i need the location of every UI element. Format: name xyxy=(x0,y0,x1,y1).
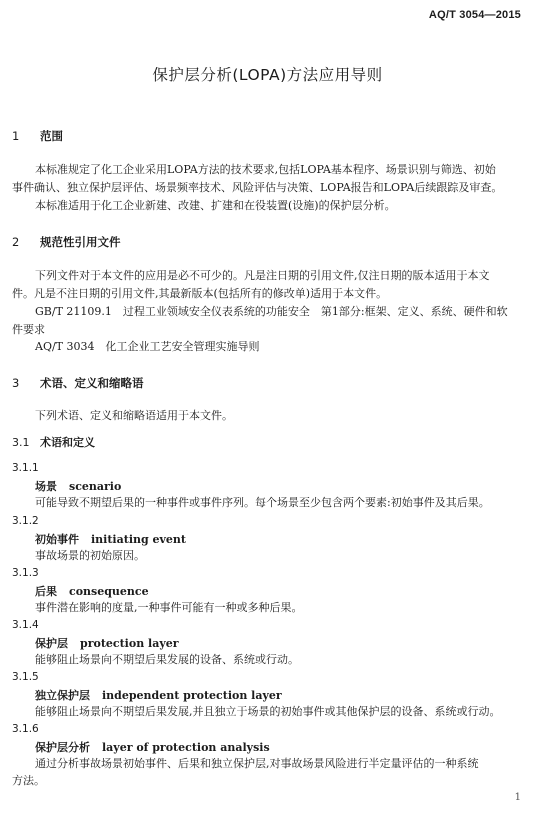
page-number: 1 xyxy=(514,792,521,803)
section-2-para-1-line-1: 下列文件对于本文件的应用是必不可少的。凡是注日期的引用文件,仅注日期的版本适用于本文 xyxy=(35,269,490,282)
reference-1-line-1: GB/T 21109.1 过程工业领域安全仪表系统的功能安全 第1部分:框架、定义、系统、硬件和软 xyxy=(35,305,508,318)
term-number: 3.1.6 xyxy=(12,723,39,735)
term-definition-line-2: 方法。 xyxy=(12,774,45,787)
term-definition: 能够阻止场景向不期望后果发展,并且独立于场景的初始事件或其他保护层的设备、系统或行动。 xyxy=(35,705,501,718)
document-title: 保护层分析(LOPA)方法应用导则 xyxy=(152,66,383,84)
term-heading xyxy=(35,478,121,494)
term-zh: 保护层 xyxy=(35,637,68,650)
term-heading xyxy=(35,583,149,599)
term-heading xyxy=(35,635,179,651)
term-definition-line-1: 通过分析事故场景初始事件、后果和独立保护层,对事故场景风险进行半定量评估的一种系统 xyxy=(35,757,479,770)
term-zh: 场景 xyxy=(35,480,57,493)
term-zh: 保护层分析 xyxy=(35,741,90,754)
term-zh: 后果 xyxy=(35,585,57,598)
term-definition: 事件潜在影响的度量,一种事件可能有一种或多种后果。 xyxy=(35,601,303,614)
term-definition: 能够阻止场景向不期望后果发展的设备、系统或行动。 xyxy=(35,653,299,666)
reference-2: AQ/T 3034 化工企业工艺安全管理实施导则 xyxy=(35,340,260,353)
section-1-heading xyxy=(12,128,63,144)
section-title: 规范性引用文件 xyxy=(40,235,121,249)
section-1-para-2: 本标准适用于化工企业新建、改建、扩建和在役装置(设施)的保护层分析。 xyxy=(35,199,396,212)
term-en: independent protection layer xyxy=(102,689,282,702)
term-en: initiating event xyxy=(91,533,186,546)
term-zh: 独立保护层 xyxy=(35,689,90,702)
section-title: 术语、定义和缩略语 xyxy=(40,376,144,390)
term-number: 3.1.3 xyxy=(12,567,39,579)
section-2-para-1-line-2: 件。凡是不注日期的引用文件,其最新版本(包括所有的修改单)适用于本文件。 xyxy=(12,287,388,300)
section-number: 3 xyxy=(12,376,20,390)
subsection-3-1-heading xyxy=(12,434,95,450)
term-number: 3.1.5 xyxy=(12,671,39,683)
section-3-para-1: 下列术语、定义和缩略语适用于本文件。 xyxy=(35,409,233,422)
term-definition: 可能导致不期望后果的一种事件或事件序列。每个场景至少包含两个要素:初始事件及其后果。 xyxy=(35,496,490,509)
section-title: 范围 xyxy=(40,129,63,143)
reference-1-line-2: 件要求 xyxy=(12,323,45,336)
term-number: 3.1.2 xyxy=(12,515,39,527)
section-number: 2 xyxy=(12,235,20,249)
section-1-para-1-line-2: 事件确认、独立保护层评估、场景频率技术、风险评估与决策、LOPA报告和LOPA后续跟踪及审查。 xyxy=(12,181,503,194)
section-2-heading xyxy=(12,234,121,250)
term-number: 3.1.4 xyxy=(12,619,39,631)
term-heading xyxy=(35,687,282,703)
term-heading xyxy=(35,739,270,755)
section-number: 1 xyxy=(12,129,20,143)
section-1-para-1-line-1: 本标准规定了化工企业采用LOPA方法的技术要求,包括LOPA基本程序、场景识别与筛选、初始 xyxy=(35,163,496,176)
section-3-heading xyxy=(12,375,144,391)
subsection-title: 术语和定义 xyxy=(40,436,95,449)
term-zh: 初始事件 xyxy=(35,533,79,546)
term-heading xyxy=(35,531,186,547)
standard-number: AQ/T 3054—2015 xyxy=(428,9,521,21)
term-number: 3.1.1 xyxy=(12,462,39,474)
term-definition: 事故场景的初始原因。 xyxy=(35,549,145,562)
term-en: layer of protection analysis xyxy=(102,741,270,754)
term-en: consequence xyxy=(69,585,149,598)
subsection-number: 3.1 xyxy=(12,436,30,449)
term-en: protection layer xyxy=(80,637,179,650)
term-en: scenario xyxy=(69,480,122,493)
